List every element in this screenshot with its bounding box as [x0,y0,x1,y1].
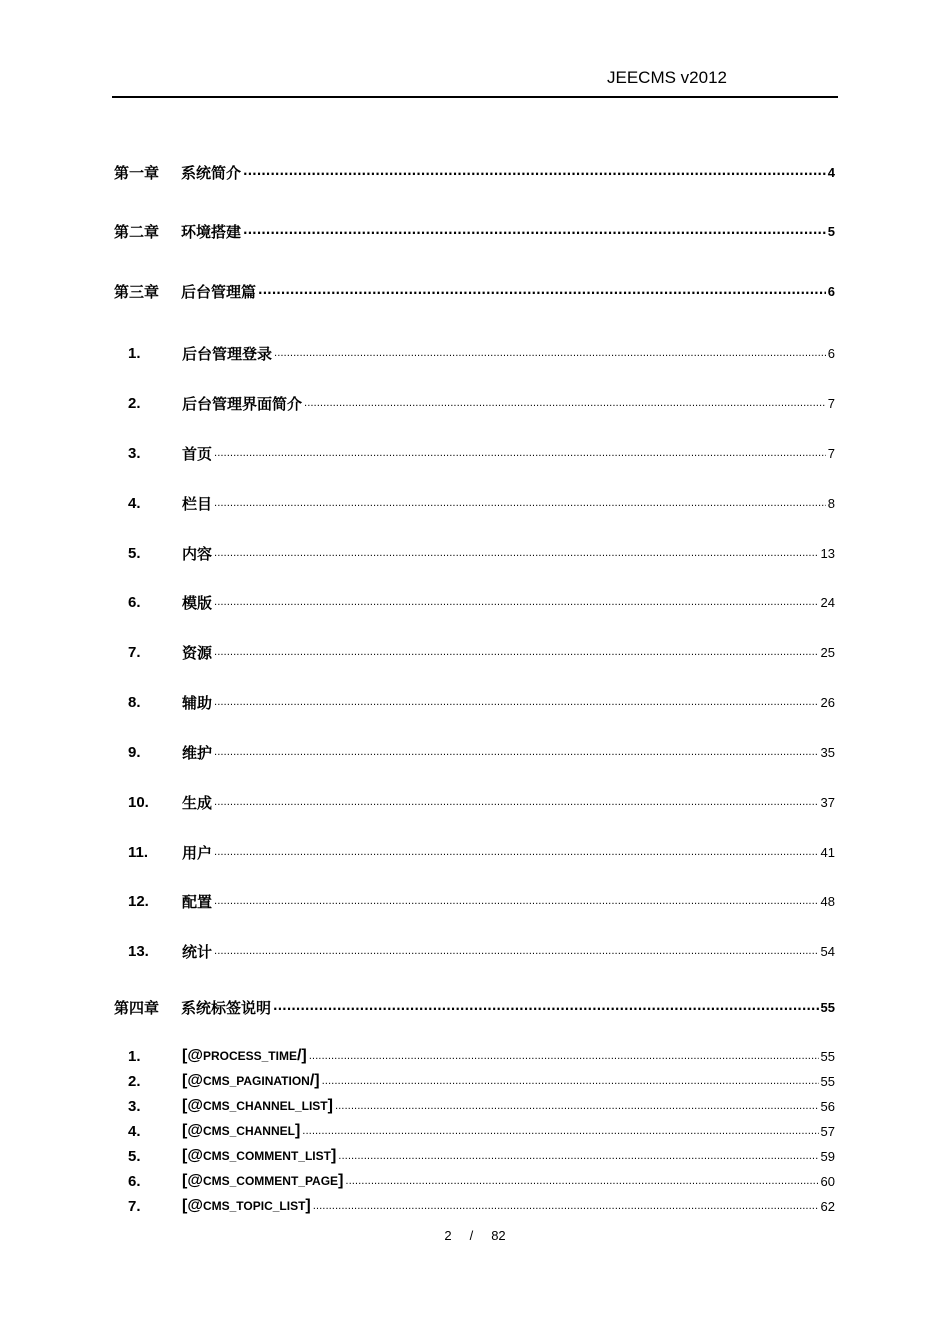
tag-close-bracket: ] [330,1147,337,1164]
section-page-number: 7 [827,395,835,411]
section-number: 3. [128,444,141,462]
section-page-number: 41 [820,844,835,860]
section-number: 7. [128,1197,141,1215]
toc-chapter-4[interactable] [114,995,835,1019]
section-page-number: 37 [820,794,835,810]
toc-tag-7[interactable] [128,1194,835,1218]
section-number: 6. [128,1172,141,1190]
total-page-count: 82 [491,1228,506,1243]
section-page-number: 59 [820,1148,835,1164]
toc-tag-3[interactable] [128,1094,835,1118]
section-page-number: 55 [820,1048,835,1064]
toc-section-7[interactable] [128,640,835,664]
section-page-number: 48 [820,893,835,909]
dot-leader [214,442,826,465]
tag-name: CMS_COMMENT_LIST [202,1149,331,1163]
chapter-title: 后台管理篇 [181,282,257,301]
section-number: 7. [128,643,141,661]
page-footer [0,1228,950,1243]
dot-leader [243,220,826,243]
section-number: 12. [128,892,149,910]
toc-tag-4[interactable] [128,1119,835,1143]
section-page-number: 13 [820,545,835,561]
chapter-number: 第三章 [114,282,160,301]
section-title: 首页 [182,444,213,463]
chapter-title: 环境搭建 [181,222,242,241]
section-page-number: 26 [820,694,835,710]
section-title: 维护 [182,743,213,762]
tag-close-bracket: /] [309,1072,320,1089]
dot-leader [214,641,819,664]
tag-title [182,1122,300,1140]
section-title: 配置 [182,892,213,911]
tag-title [182,1172,343,1190]
section-number: 13. [128,942,149,960]
dot-leader [214,841,819,864]
section-page-number: 54 [820,943,835,959]
dot-leader [309,1045,819,1068]
dot-leader [214,591,819,614]
section-title: 用户 [182,843,213,862]
toc-chapter-2[interactable] [114,219,835,243]
toc-section-3[interactable] [128,441,835,465]
chapter-number: 第一章 [114,163,160,182]
toc-section-13[interactable] [128,939,835,963]
section-page-number: 7 [827,445,835,461]
chapter-number: 第二章 [114,222,160,241]
section-number: 9. [128,743,141,761]
tag-name: CMS_TOPIC_LIST [202,1199,306,1213]
tag-open-bracket: [@ [182,1197,203,1214]
section-title: 模版 [182,593,213,612]
tag-open-bracket: [@ [182,1172,203,1189]
section-page-number: 57 [820,1123,835,1139]
dot-leader [335,1095,819,1118]
section-page-number: 55 [820,1073,835,1089]
toc-tag-2[interactable] [128,1069,835,1093]
dot-leader [214,940,819,963]
tag-title [182,1197,311,1215]
dot-leader [214,890,819,913]
tag-open-bracket: [@ [182,1097,203,1114]
chapter-page-number: 5 [827,223,835,239]
section-number: 8. [128,693,141,711]
tag-title [182,1047,307,1065]
section-page-number: 56 [820,1098,835,1114]
section-number: 5. [128,544,141,562]
tag-close-bracket: ] [294,1122,301,1139]
dot-leader [338,1145,818,1168]
section-number: 2. [128,1072,141,1090]
tag-open-bracket: [@ [182,1147,203,1164]
toc-chapter-1[interactable] [114,160,835,184]
tag-name: CMS_PAGINATION [202,1074,310,1088]
section-page-number: 6 [827,345,835,361]
tag-close-bracket: ] [338,1172,344,1189]
toc-tag-5[interactable] [128,1144,835,1168]
tag-name: CMS_COMMENT_PAGE [202,1174,339,1188]
tag-title [182,1147,336,1165]
section-page-number: 25 [820,644,835,660]
section-page-number: 8 [827,495,835,511]
section-page-number: 60 [820,1173,835,1189]
tag-open-bracket: [@ [182,1122,203,1139]
dot-leader [273,996,819,1019]
section-title: 辅助 [182,693,213,712]
toc-section-8[interactable] [128,690,835,714]
toc-section-2[interactable] [128,391,835,415]
chapter-number: 第四章 [114,998,160,1017]
toc-chapter-3[interactable] [114,279,835,303]
dot-leader [214,741,819,764]
page-separator: / [469,1228,474,1243]
dot-leader [313,1195,819,1218]
section-title: 后台管理登录 [182,344,273,363]
section-number: 6. [128,593,141,611]
toc-section-12[interactable] [128,889,835,913]
section-number: 3. [128,1097,141,1115]
toc-section-4[interactable] [128,491,835,515]
document-header-title: JEECMS v2012 [607,68,727,87]
section-number: 11. [128,843,149,861]
tag-open-bracket: [@ [182,1047,203,1064]
dot-leader [214,791,819,814]
tag-close-bracket: ] [327,1097,333,1114]
toc-tag-6[interactable] [128,1169,835,1193]
dot-leader [243,161,826,184]
dot-leader [345,1170,818,1193]
tag-close-bracket: /] [296,1047,307,1064]
toc-section-1[interactable] [128,341,835,365]
dot-leader [322,1070,819,1093]
section-number: 2. [128,394,141,412]
section-title: 资源 [182,643,213,662]
dot-leader [302,1120,818,1143]
toc-tag-1[interactable] [128,1044,835,1068]
toc-section-11[interactable] [128,840,835,864]
tag-title [182,1072,320,1090]
section-number: 4. [128,494,141,512]
section-page-number: 24 [820,594,835,610]
chapter-page-number: 4 [827,164,835,180]
toc-section-5[interactable] [128,541,835,565]
tag-open-bracket: [@ [182,1072,203,1089]
dot-leader [214,542,819,565]
toc-section-6[interactable] [128,590,835,614]
tag-close-bracket: ] [305,1197,311,1214]
section-number: 5. [128,1147,141,1165]
dot-leader [214,492,826,515]
toc-section-9[interactable] [128,740,835,764]
section-title: 生成 [182,793,213,812]
section-number: 4. [128,1122,141,1140]
section-title: 内容 [182,544,213,563]
toc-section-10[interactable] [128,790,835,814]
dot-leader [214,691,819,714]
section-number: 1. [128,344,141,362]
chapter-title: 系统标签说明 [181,998,272,1017]
dot-leader [304,392,826,415]
section-title: 栏目 [182,494,213,513]
dot-leader [274,342,826,365]
section-title: 统计 [182,942,213,961]
dot-leader [258,280,826,303]
chapter-page-number: 55 [820,999,835,1015]
section-page-number: 35 [820,744,835,760]
tag-name: PROCESS_TIME [202,1049,297,1063]
tag-name: CMS_CHANNEL_LIST [202,1099,328,1113]
section-number: 1. [128,1047,141,1065]
current-page-number: 2 [444,1228,452,1243]
section-title: 后台管理界面简介 [182,394,303,413]
section-number: 10. [128,793,149,811]
tag-title [182,1097,333,1115]
tag-name: CMS_CHANNEL [202,1124,295,1138]
chapter-title: 系统简介 [181,163,242,182]
chapter-page-number: 6 [827,283,835,299]
section-page-number: 62 [820,1198,835,1214]
